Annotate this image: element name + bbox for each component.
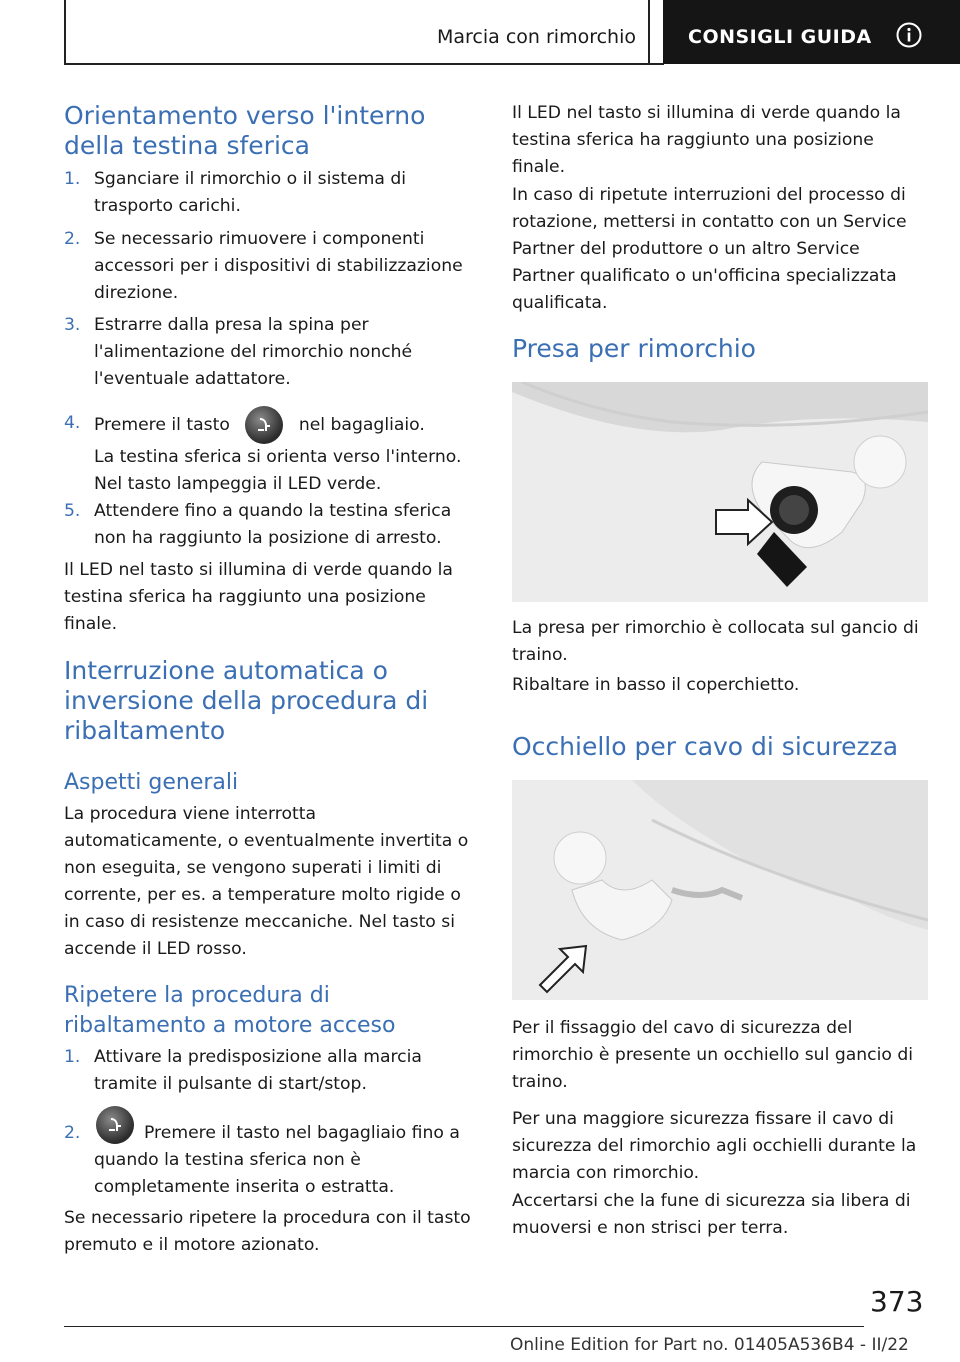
page-number: 373 bbox=[870, 1285, 924, 1318]
heading-orientamento: Orientamento verso l'interno della testina sferica bbox=[64, 101, 426, 160]
trailer-socket-photo bbox=[512, 382, 928, 602]
paragraph-service: In caso di ripetute interruzioni del processo di rotazione, mettersi in contatto con un Service Partner del produttore o un altro Service Partner qualificato o un'officina specializzata qualificata. bbox=[512, 185, 907, 313]
step-text: Attivare la predisposizione alla marcia tramite il pulsante di start/stop. bbox=[94, 1047, 422, 1094]
page-header bbox=[0, 0, 960, 66]
step-number: 5. bbox=[64, 501, 81, 521]
paragraph-presa-1: La presa per rimorchio è collocata sul gancio di traino. bbox=[512, 618, 919, 665]
tow-hook-button-icon bbox=[245, 406, 283, 444]
step-subtext: La testina sferica si orienta verso l'interno. Nel tasto lampeggia il LED verde. bbox=[94, 447, 462, 494]
header-divider bbox=[648, 0, 650, 64]
info-icon[interactable] bbox=[896, 22, 922, 48]
paragraph-occhiello-1: Per il fissaggio del cavo di sicurezza del rimorchio è presente un occhiello sul gancio di traino. bbox=[512, 1018, 914, 1092]
step-number: 1. bbox=[64, 1047, 81, 1067]
paragraph-presa-2: Ribaltare in basso il coperchietto. bbox=[512, 675, 800, 695]
section-title: Marcia con rimorchio bbox=[437, 26, 636, 48]
step-number: 4. bbox=[64, 413, 81, 433]
step-text: Sganciare il rimorchio o il sistema di trasporto carichi. bbox=[94, 169, 407, 216]
step-text: Estrarre dalla presa la spina per l'alimentazione del rimorchio nonché l'eventuale adattatore. bbox=[94, 315, 413, 389]
heading-presa: Presa per rimorchio bbox=[512, 334, 756, 363]
tow-hook-button-icon bbox=[96, 1106, 134, 1144]
step-text-before: Premere il tasto bbox=[94, 415, 230, 435]
chapter-title: CONSIGLI GUIDA bbox=[688, 26, 872, 48]
step-text: Attendere fino a quando la testina sferica non ha raggiunto la posizione di arresto. bbox=[94, 501, 452, 548]
heading-aspetti: Aspetti generali bbox=[64, 770, 239, 795]
heading-occhiello: Occhiello per cavo di sicurezza bbox=[512, 732, 899, 761]
step-number: 1. bbox=[64, 169, 81, 189]
step-text: Premere il tasto nel bagagliaio fino a quando la testina sferica non è completamente inserita o estratta. bbox=[94, 1123, 460, 1197]
step-number: 2. bbox=[64, 1123, 81, 1143]
step-text: Se necessario rimuovere i componenti accessori per i dispositivi di stabilizzazione direzione. bbox=[94, 229, 463, 303]
header-left-rule bbox=[64, 0, 66, 64]
paragraph-led-continued: Il LED nel tasto si illumina di verde quando la testina sferica ha raggiunto una posizione finale. bbox=[512, 103, 901, 177]
edition-note: Online Edition for Part no. 01405A536B4 - II/22 bbox=[510, 1335, 909, 1355]
paragraph-occhiello-2: Per una maggiore sicurezza fissare il cavo di sicurezza del rimorchio agli occhielli durante la marcia con rimorchio. bbox=[512, 1109, 917, 1183]
step-number: 3. bbox=[64, 315, 81, 335]
heading-ripetere: Ripetere la procedura di ribaltamento a motore acceso bbox=[64, 983, 396, 1038]
safety-eyelet-photo bbox=[512, 780, 928, 1000]
paragraph-led: Il LED nel tasto si illumina di verde quando la testina sferica ha raggiunto una posizione finale. bbox=[64, 560, 453, 634]
heading-interruzione: Interruzione automatica o inversione della procedura di ribaltamento bbox=[64, 656, 429, 745]
paragraph-occhiello-3: Accertarsi che la fune di sicurezza sia libera di muoversi e non strisci per terra. bbox=[512, 1191, 911, 1238]
paragraph-aspetti: La procedura viene interrotta automaticamente, o eventualmente invertita o non eseguita, se vengono superati i limiti di corrente, per es. a temperature molto rigide o in caso di resistenze meccaniche. Nel tasto si accende il LED rosso. bbox=[64, 804, 469, 959]
step-text-after: nel bagagliaio. bbox=[298, 415, 425, 435]
header-bottom-rule bbox=[64, 63, 664, 65]
footer-rule bbox=[64, 1326, 864, 1327]
step-number: 2. bbox=[64, 229, 81, 249]
step-text bbox=[94, 406, 478, 444]
paragraph-ripetere: Se necessario ripetere la procedura con il tasto premuto e il motore azionato. bbox=[64, 1208, 471, 1255]
